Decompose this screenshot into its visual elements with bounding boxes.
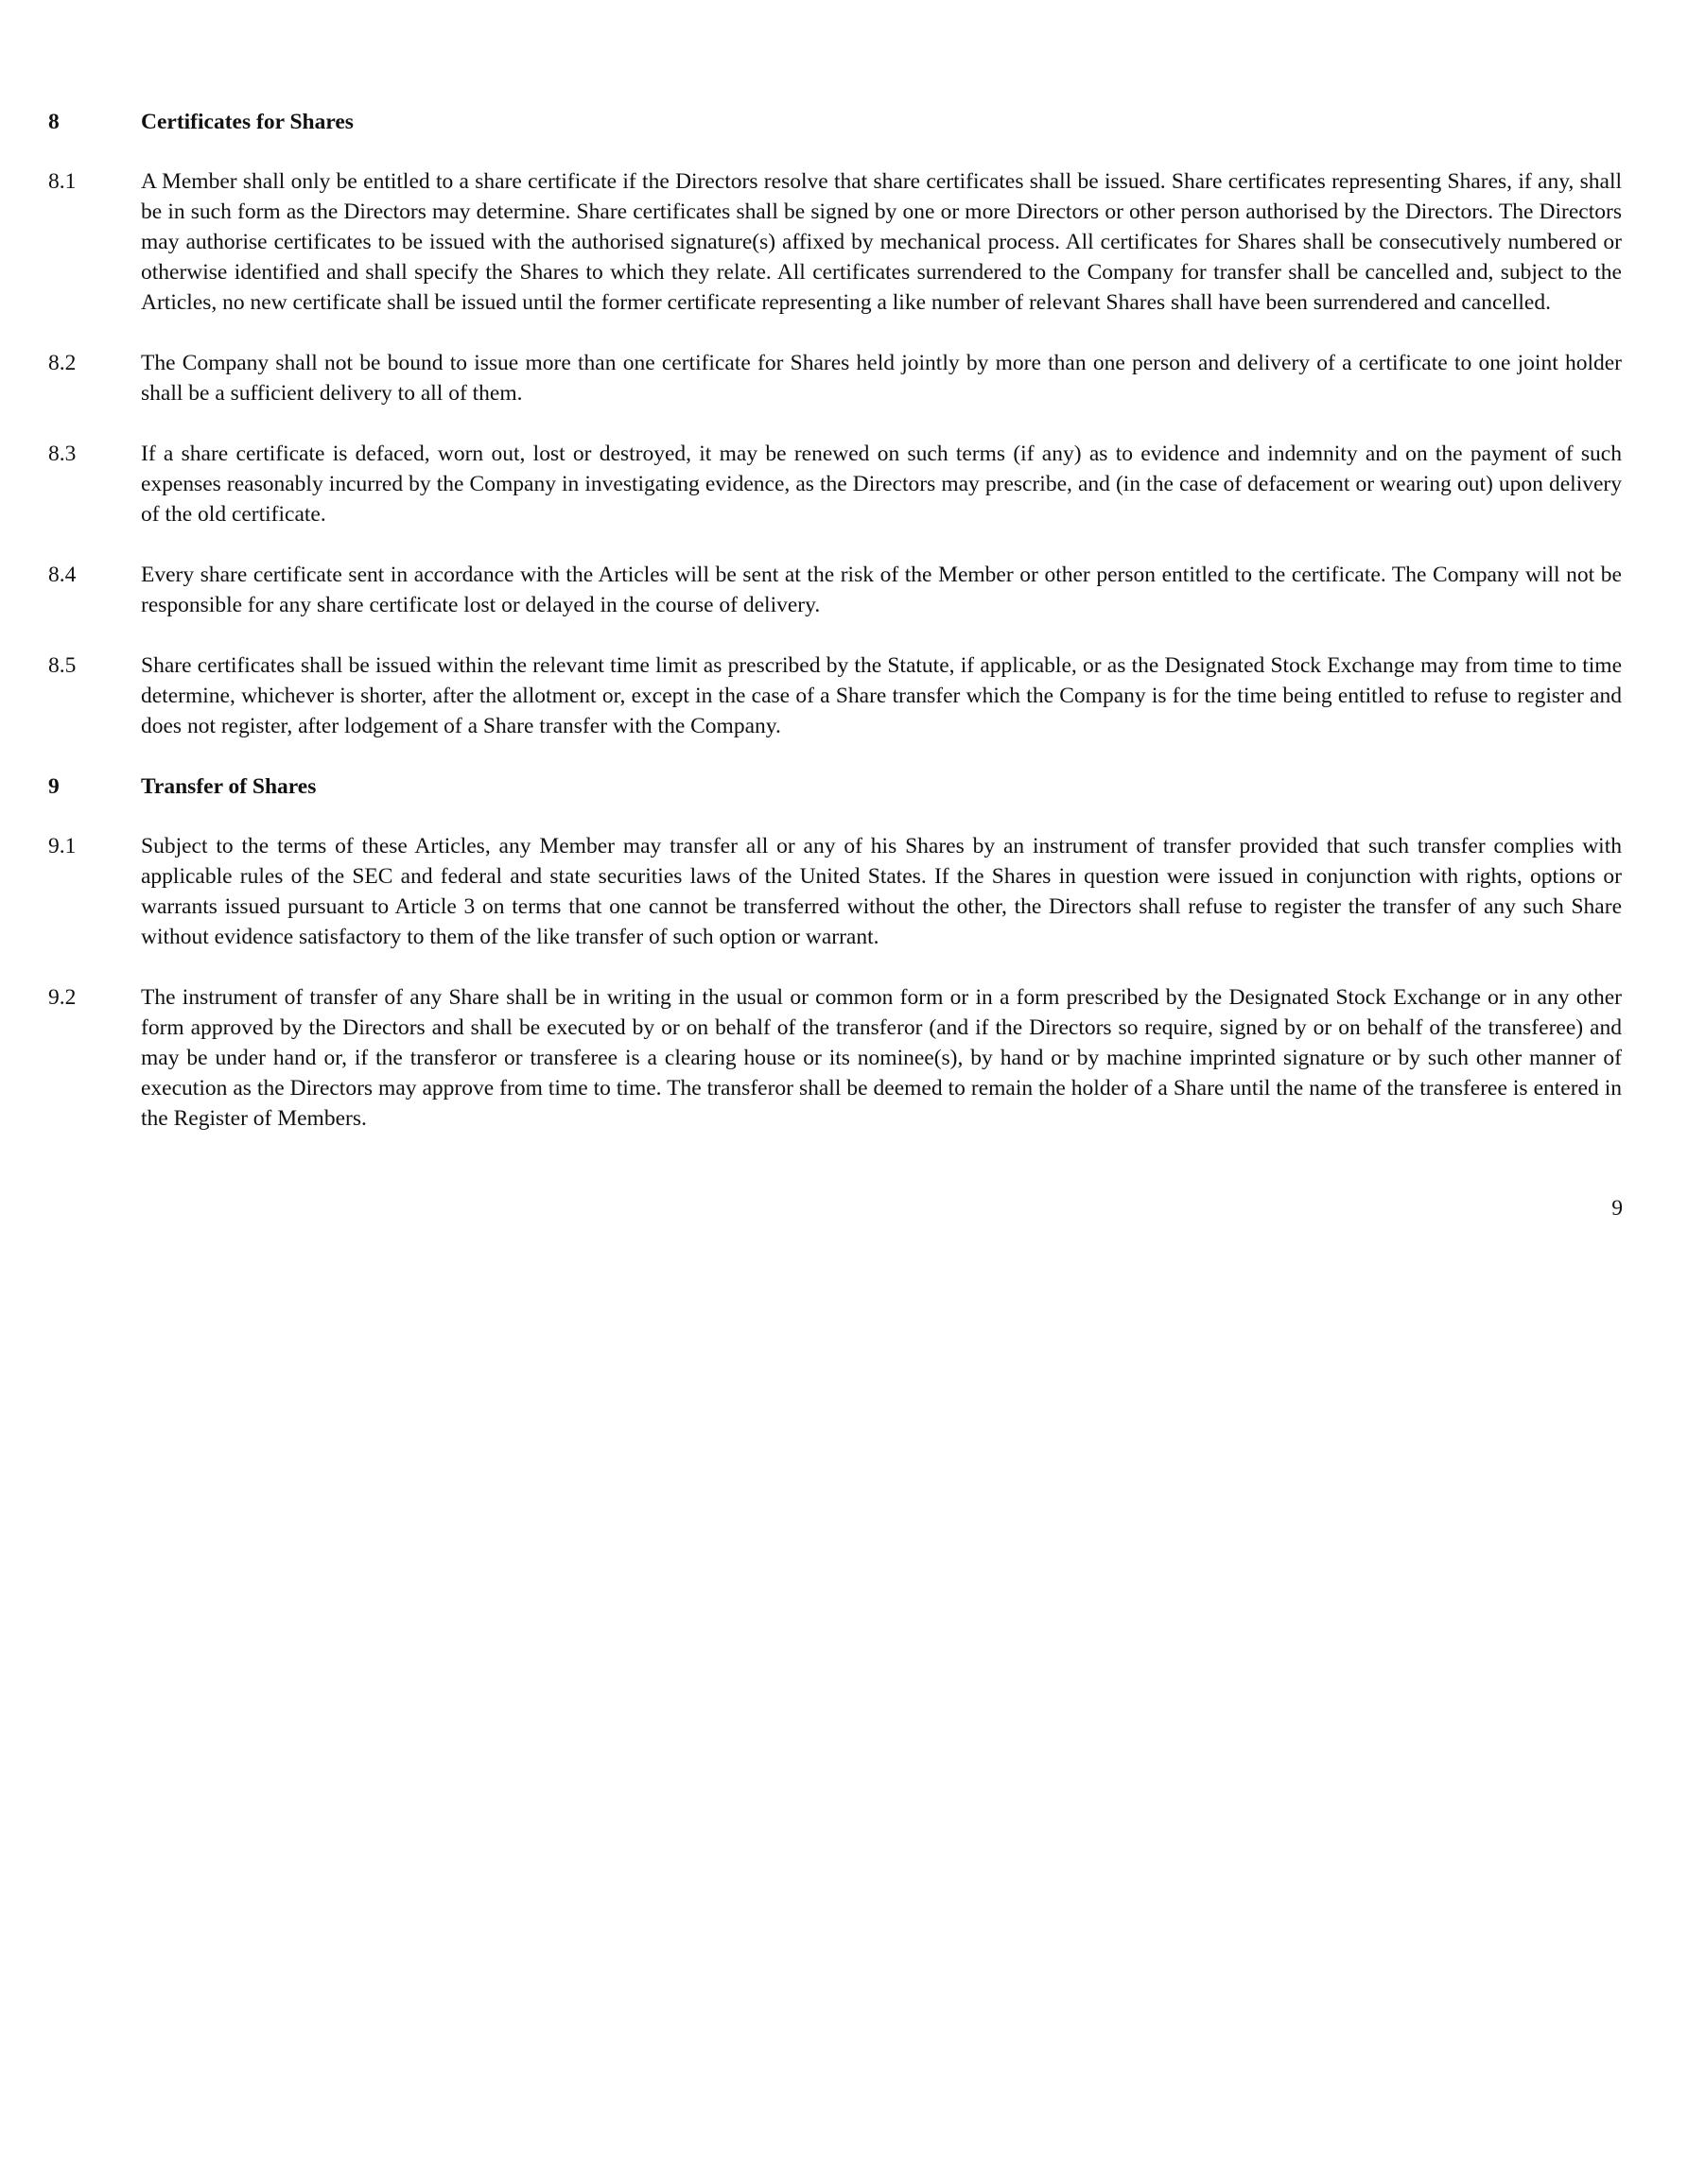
document-body bbox=[48, 107, 1622, 1164]
clause-number: 8.5 bbox=[48, 653, 77, 678]
clause-number: 8.1 bbox=[48, 169, 77, 194]
clause-text: Every share certificate sent in accordance with the Articles will be sent at the risk of the Member or other person entitled to the certificate. The Company will not be responsible for any share certificate lost or delayed in the course of delivery. bbox=[141, 563, 1622, 617]
clause-8-1 bbox=[48, 166, 1622, 318]
clause-8-2 bbox=[48, 348, 1622, 408]
clause-number: 9.2 bbox=[48, 985, 77, 1010]
clause-text: The instrument of transfer of any Share shall be in writing in the usual or common form or in a form prescribed by the Designated Stock Exchange or in any other form approved by the Directors and shall be executed by or on behalf of the transferor (and if the Directors so require, signed by or on behalf of the transferee) and may be under hand or, if the transferor or transferee is a clearing house or its nominee(s), by hand or by machine imprinted signature or by such other manner of execution as the Directors may approve from time to time. The transferor shall be deemed to remain the holder of a Share until the name of the transferee is entered in the Register of Members. bbox=[141, 985, 1622, 1131]
section-title: Certificates for Shares bbox=[141, 110, 354, 134]
clause-text: If a share certificate is defaced, worn out, lost or destroyed, it may be renewed on such terms (if any) as to evidence and indemnity and on the payment of such expenses reasonably incurred by the Company in investigating evidence, as the Directors may prescribe, and (in the case of defacement or wearing out) upon delivery of the old certificate. bbox=[141, 442, 1622, 527]
clause-8-5 bbox=[48, 650, 1622, 741]
section-number: 8 bbox=[48, 110, 60, 134]
clause-text: Subject to the terms of these Articles, any Member may transfer all or any of his Shares by an instrument of transfer provided that such transfer complies with applicable rules of the SEC and federal and state securities laws of the United States. If the Shares in question were issued in conjunction with rights, options or warrants issued pursuant to Article 3 on terms that one cannot be transferred without the other, the Directors shall refuse to register the transfer of any such Share without evidence satisfactory to them of the like transfer of such option or warrant. bbox=[141, 834, 1622, 949]
clause-number: 8.3 bbox=[48, 442, 77, 466]
clause-text: The Company shall not be bound to issue more than one certificate for Shares held jointly by more than one person and delivery of a certificate to one joint holder shall be a sufficient delivery to all of them. bbox=[141, 351, 1622, 406]
section-heading-8 bbox=[48, 107, 1622, 137]
clause-8-3 bbox=[48, 439, 1622, 529]
clause-9-1 bbox=[48, 831, 1622, 952]
clause-number: 8.2 bbox=[48, 351, 77, 375]
clause-8-4 bbox=[48, 560, 1622, 620]
page-number: 9 bbox=[1611, 1196, 1623, 1221]
clause-text: Share certificates shall be issued within the relevant time limit as prescribed by the Statute, if applicable, or as the Designated Stock Exchange may from time to time determine, whichever is shorter, after the allotment or, except in the case of a Share transfer which the Company is for the time being entitled to refuse to register and does not register, after lodgement of a Share transfer with the Company. bbox=[141, 653, 1622, 738]
clause-text: A Member shall only be entitled to a share certificate if the Directors resolve that share certificates shall be issued. Share certificates representing Shares, if any, shall be in such form as the Directors may determine. Share certificates shall be signed by one or more Directors or other person authorised by the Directors. The Directors may authorise certificates to be issued with the authorised signature(s) affixed by mechanical process. All certificates for Shares shall be consecutively numbered or otherwise identified and shall specify the Shares to which they relate. All certificates surrendered to the Company for transfer shall be cancelled and, subject to the Articles, no new certificate shall be issued until the former certificate representing a like number of relevant Shares shall have been surrendered and cancelled. bbox=[141, 169, 1622, 315]
section-heading-9 bbox=[48, 771, 1622, 802]
clause-9-2 bbox=[48, 982, 1622, 1134]
clause-number: 9.1 bbox=[48, 834, 77, 858]
section-number: 9 bbox=[48, 774, 60, 799]
section-title: Transfer of Shares bbox=[141, 774, 317, 799]
clause-number: 8.4 bbox=[48, 563, 77, 587]
